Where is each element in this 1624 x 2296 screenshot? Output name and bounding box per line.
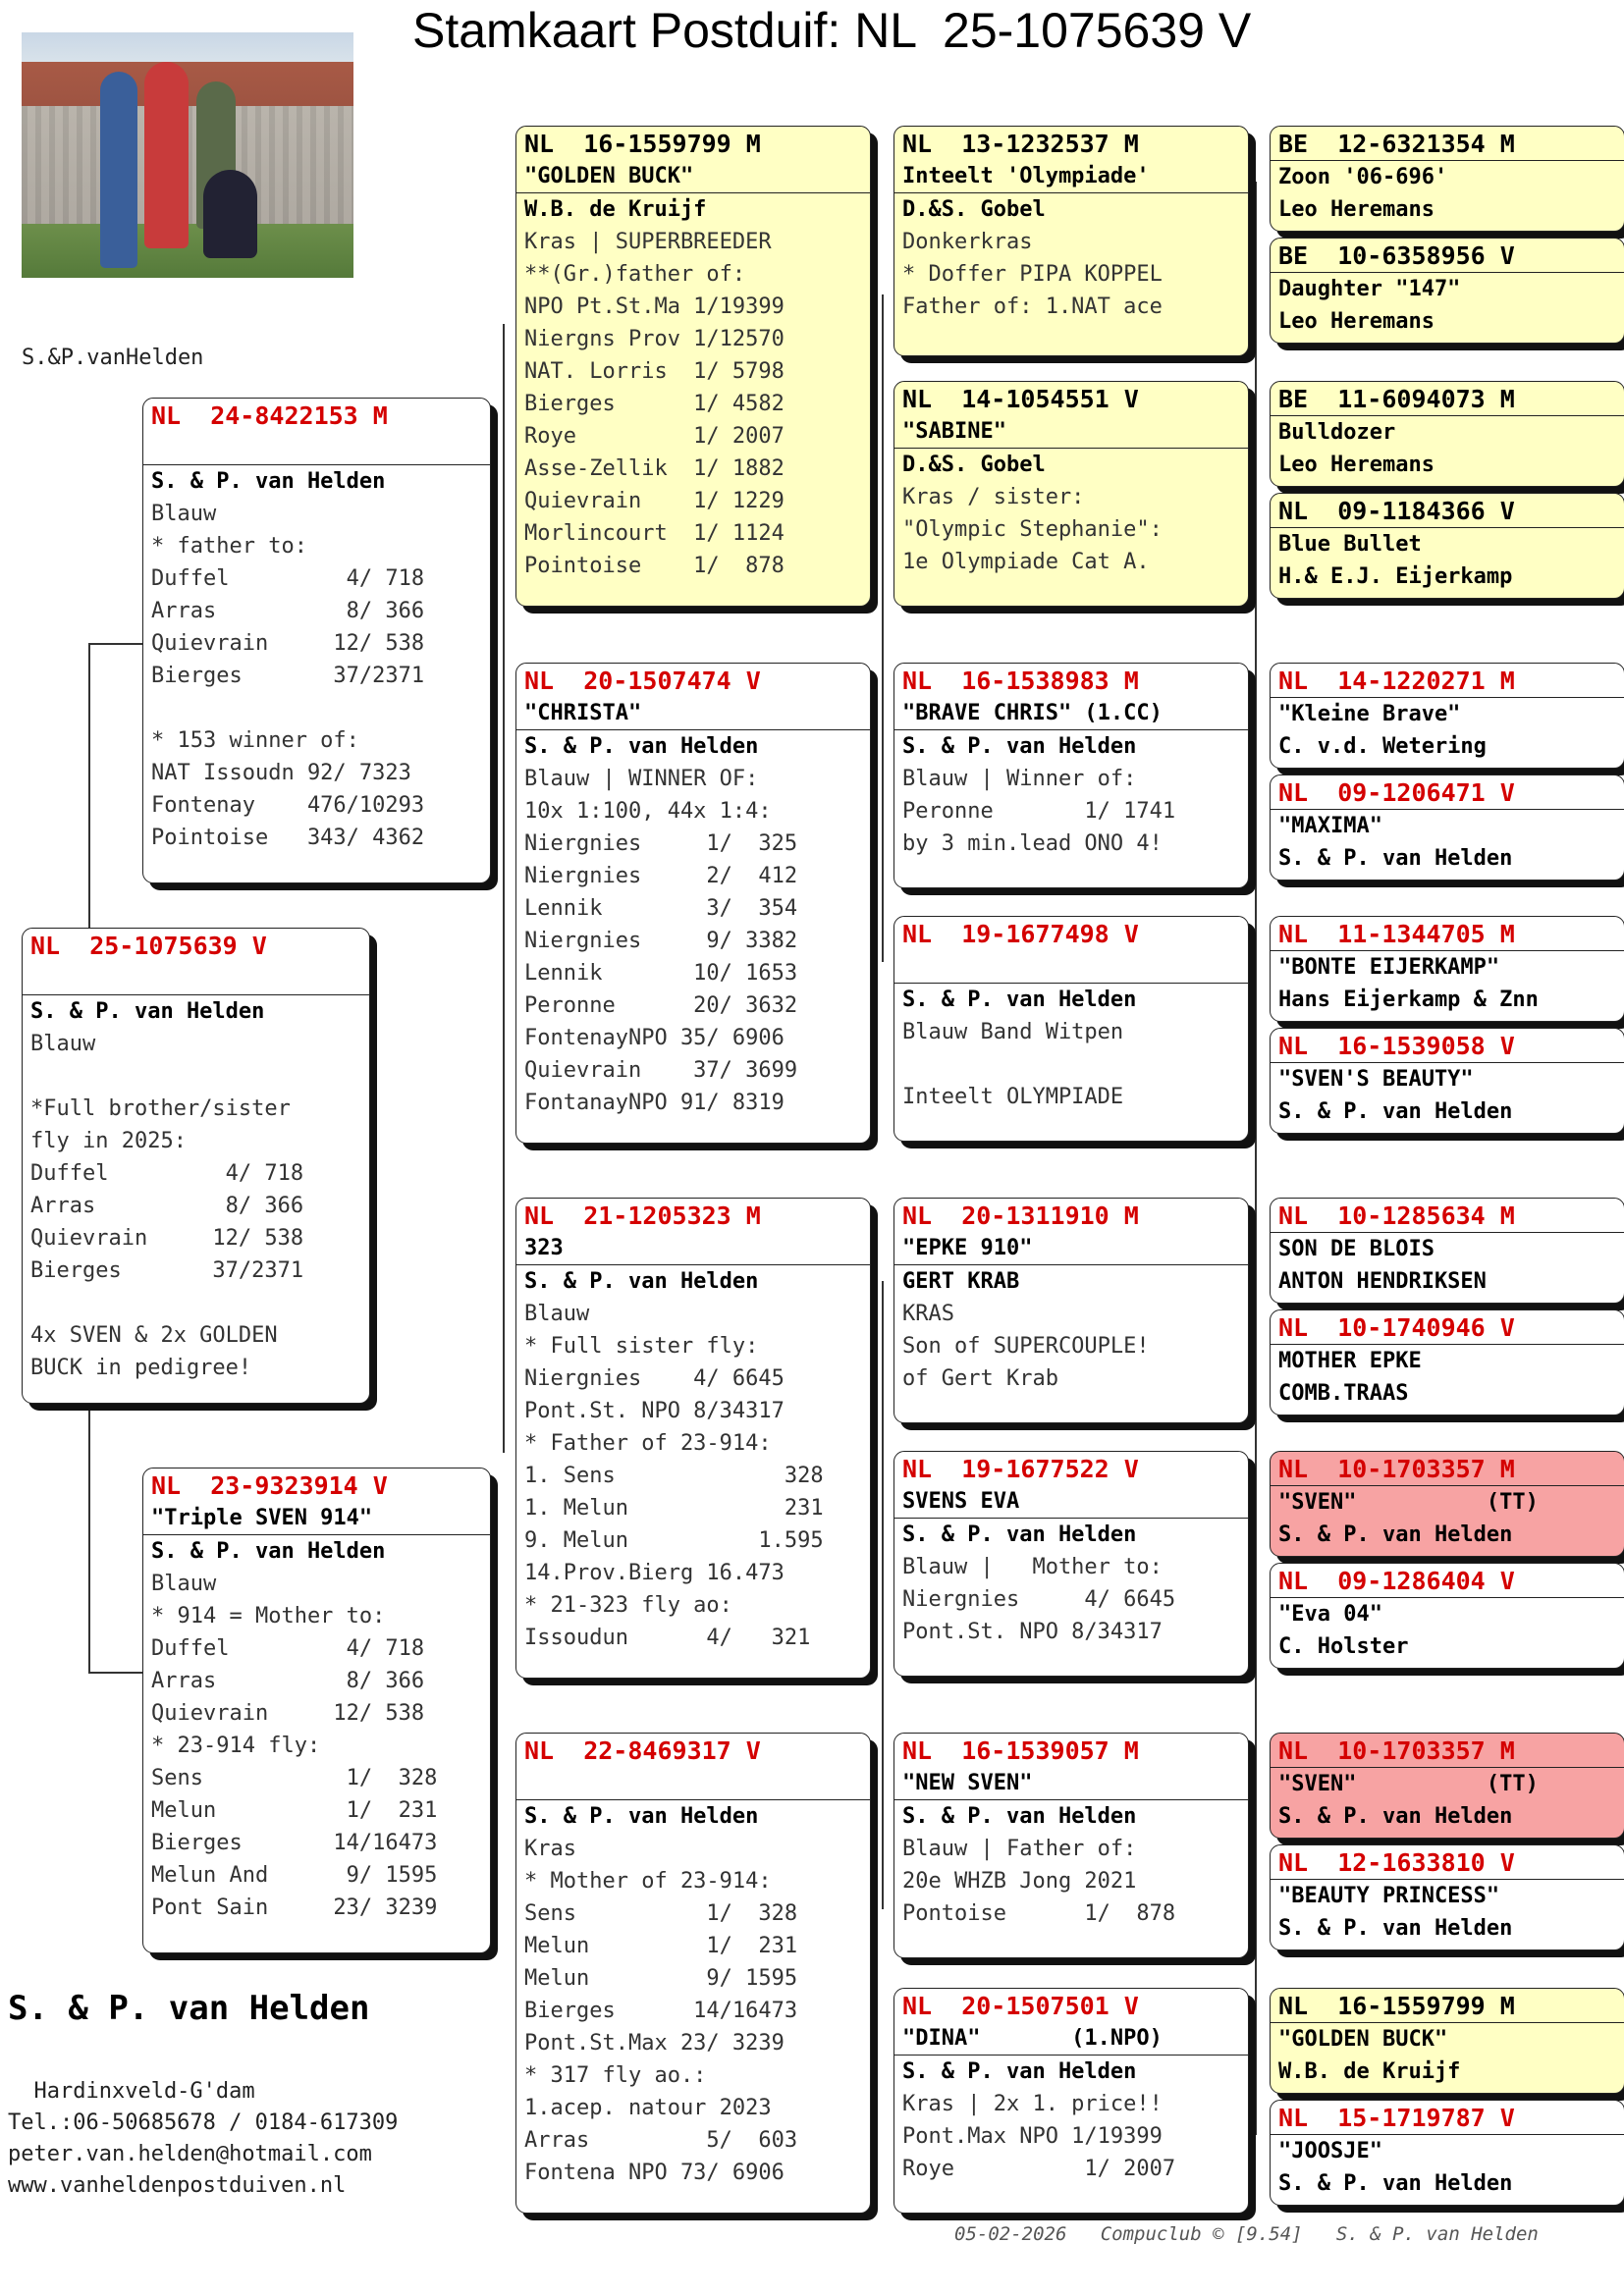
pedigree-card-mf[interactable] [515, 1198, 871, 1679]
card-line: * Father of 23-914: [524, 1431, 772, 1456]
ring-number: NL 12-1633810 V [1271, 1847, 1624, 1880]
card-line: * 317 fly ao.: [524, 2063, 707, 2088]
card-line: "SVEN" (TT) [1278, 1490, 1539, 1515]
card-line: C. Holster [1278, 1634, 1409, 1659]
card-line: Leo Heremans [1278, 197, 1435, 222]
card-line: Leo Heremans [1278, 309, 1435, 334]
card-line: W.B. de Kruijf [524, 197, 707, 222]
card-line: NAT. Lorris 1/ 5798 [524, 359, 785, 384]
card-line [894, 1048, 1248, 1081]
card-line: 1.acep. natour 2023 [524, 2096, 772, 2120]
ring-number: NL 16-1539057 M [902, 1736, 1139, 1765]
pedigree-card-ff[interactable] [515, 126, 871, 607]
card-line [516, 1767, 870, 1800]
card-line: S. & P. van Helden [1278, 1522, 1513, 1547]
card-line: Duffel 4/ 718 [151, 566, 425, 591]
card-line: Bierges 37/2371 [30, 1258, 304, 1283]
pedigree-card-g13[interactable] [1270, 1733, 1624, 1839]
card-line: Father of: 1.NAT ace [902, 294, 1163, 319]
card-line: Melun 1/ 231 [151, 1798, 438, 1823]
card-line: Bierges 1/ 4582 [524, 392, 785, 416]
card-line: S. & P. van Helden [1278, 1916, 1513, 1941]
card-line: H.& E.J. Eijerkamp [1278, 564, 1513, 589]
card-line: Fontena NPO 73/ 6906 [524, 2161, 785, 2185]
card-line: Peronne 1/ 1741 [902, 799, 1176, 824]
ring-number: NL 09-1286404 V [1271, 1566, 1624, 1598]
card-line: Peronne 20/ 3632 [524, 993, 798, 1018]
card-line: of Gert Krab [902, 1366, 1058, 1391]
card-line: S. & P. van Helden [902, 1804, 1137, 1829]
card-line: ANTON HENDRIKSEN [1278, 1269, 1487, 1294]
breeder-label: S.&P.vanHelden [22, 346, 204, 370]
card-line: S. & P. van Helden [1278, 846, 1513, 871]
card-line: Quievrain 1/ 1229 [524, 489, 785, 513]
card-line: "SVEN'S BEAUTY" [1278, 1067, 1474, 1092]
card-line: Pont.St. NPO 8/34317 [524, 1399, 785, 1423]
card-line: "BONTE EIJERKAMP" [1278, 955, 1500, 980]
breeder-phone: Tel.:06-50685678 / 0184-617309 [8, 2110, 399, 2135]
card-line: "MAXIMA" [1278, 814, 1382, 838]
ring-number: NL 25-1075639 V [30, 932, 267, 960]
card-line [894, 950, 1248, 984]
ring-number: BE 11-6094073 M [1271, 384, 1624, 416]
ring-number: BE 10-6358956 V [1271, 240, 1624, 273]
card-line: Arras 8/ 366 [30, 1194, 304, 1218]
card-line: by 3 min.lead ONO 4! [902, 831, 1163, 856]
card-line: KRAS [902, 1302, 954, 1326]
card-line: Zoon '06-696' [1278, 165, 1448, 189]
card-line: Son of SUPERCOUPLE! [902, 1334, 1150, 1359]
card-line: Blauw | Mother to: [902, 1555, 1163, 1579]
card-line: * Doffer PIPA KOPPEL [902, 262, 1163, 287]
card-line: Blauw | Winner of: [902, 767, 1137, 791]
card-line: COMB.TRAAS [1278, 1381, 1409, 1406]
card-line: Niergnies 4/ 6645 [524, 1366, 785, 1391]
pedigree-card-g11[interactable] [1270, 1451, 1624, 1557]
ring-number: NL 11-1344705 M [1271, 919, 1624, 951]
card-line: Blauw | WINNER OF: [524, 767, 759, 791]
card-line: "SABINE" [894, 415, 1248, 449]
pedigree-card-g5[interactable] [1270, 663, 1624, 769]
pedigree-card-mmf[interactable] [893, 1733, 1249, 1958]
card-line: Bulldozer [1278, 420, 1396, 445]
breeder-name: S. & P. van Helden [8, 1989, 370, 2028]
card-line: Lennik 3/ 354 [524, 896, 798, 921]
card-line: 4x SVEN & 2x GOLDEN [30, 1323, 278, 1348]
card-line: Niergnies 2/ 412 [524, 864, 798, 888]
card-line: Blauw | Father of: [902, 1837, 1137, 1861]
card-line: SON DE BLOIS [1278, 1237, 1435, 1261]
ring-number: NL 20-1507501 V [902, 1992, 1139, 2020]
card-line: * 153 winner of: [151, 728, 359, 753]
card-line: * Mother of 23-914: [524, 1869, 772, 1894]
card-line: NAT Issoudn 92/ 7323 [151, 761, 411, 785]
card-line: 1. Melun 231 [524, 1496, 824, 1521]
card-line: FontanayNPO 91/ 8319 [524, 1091, 785, 1115]
breeder-website[interactable]: www.vanheldenpostduiven.nl [8, 2173, 347, 2198]
pedigree-card-fm[interactable] [515, 663, 871, 1144]
card-line: Pointoise 1/ 878 [524, 554, 785, 578]
card-line [23, 1287, 369, 1319]
ring-number: NL 10-1703357 M [1271, 1454, 1624, 1486]
ring-number: NL 14-1220271 M [1271, 666, 1624, 698]
card-line: "BRAVE CHRIS" (1.CC) [894, 697, 1248, 730]
card-line: Pointoise 343/ 4362 [151, 826, 425, 850]
breeder-city: Hardinxveld-G'dam [8, 2079, 255, 2104]
card-line: Kras | 2x 1. price!! [902, 2092, 1163, 2116]
card-line: * father to: [151, 534, 307, 559]
card-line: Leo Heremans [1278, 453, 1435, 477]
card-line: Niergnies 4/ 6645 [902, 1587, 1176, 1612]
ring-number: NL 16-1538983 M [902, 667, 1139, 695]
ring-number: NL 15-1719787 V [1271, 2103, 1624, 2135]
card-line: Pontoise 1/ 878 [902, 1901, 1176, 1926]
card-line: "Olympic Stephanie": [902, 517, 1163, 542]
card-line [143, 692, 490, 724]
card-line: Kras / sister: [902, 485, 1085, 509]
card-line: 20e WHZB Jong 2021 [902, 1869, 1137, 1894]
card-line: Melun And 9/ 1595 [151, 1863, 438, 1888]
card-line: Quievrain 37/ 3699 [524, 1058, 798, 1083]
ring-number: NL 20-1507474 V [524, 667, 761, 695]
pedigree-card-g16[interactable] [1270, 2100, 1624, 2206]
card-line: "SVEN" (TT) [1278, 1772, 1539, 1796]
card-line: Kras | SUPERBREEDER [524, 230, 772, 254]
card-line: S. & P. van Helden [151, 469, 386, 494]
card-line: Blauw [30, 1032, 96, 1056]
ring-number: NL 21-1205323 M [524, 1201, 761, 1230]
pedigree-card-mmm[interactable] [893, 1988, 1249, 2214]
card-line: Roye 1/ 2007 [524, 424, 785, 449]
pedigree-card-fff[interactable] [893, 126, 1249, 356]
card-line: Quievrain 12/ 538 [151, 631, 425, 656]
card-line: S. & P. van Helden [902, 988, 1137, 1012]
pedigree-card-g3[interactable] [1270, 381, 1624, 487]
pedigree-card-fmf[interactable] [893, 663, 1249, 888]
pedigree-card-mfm[interactable] [893, 1451, 1249, 1677]
card-line: Pont.Max NPO 1/19399 [902, 2124, 1163, 2149]
card-line: Lennik 10/ 1653 [524, 961, 798, 986]
card-line: Roye 1/ 2007 [902, 2157, 1176, 2181]
card-line: S. & P. van Helden [524, 1804, 759, 1829]
card-line: Sens 1/ 328 [151, 1766, 438, 1790]
pedigree-card-g6[interactable] [1270, 774, 1624, 881]
ring-number: NL 24-8422153 M [151, 401, 388, 430]
card-line: Niergnies 9/ 3382 [524, 929, 798, 953]
card-line: Quievrain 12/ 538 [30, 1226, 304, 1251]
card-line: Donkerkras [902, 230, 1033, 254]
pedigree-card-father[interactable] [142, 398, 491, 883]
card-line: MOTHER EPKE [1278, 1349, 1422, 1373]
card-line: **(Gr.)father of: [524, 262, 746, 287]
ring-number: NL 16-1559799 M [524, 130, 761, 158]
pedigree-card-ffm[interactable] [893, 381, 1249, 607]
card-line: S. & P. van Helden [1278, 1804, 1513, 1829]
page-title: Stamkaart Postduif: NL 25-1075639 V [412, 3, 1252, 58]
card-line: Inteelt OLYMPIADE [902, 1085, 1124, 1109]
card-line: 14.Prov.Bierg 16.473 [524, 1561, 785, 1585]
ring-number: NL 09-1184366 V [1271, 496, 1624, 528]
pedigree-card-mm[interactable] [515, 1733, 871, 2214]
card-line: Niergns Prov 1/12570 [524, 327, 785, 351]
pedigree-card-mff[interactable] [893, 1198, 1249, 1423]
pedigree-card-g4[interactable] [1270, 493, 1624, 599]
card-line: Blue Bullet [1278, 532, 1422, 557]
card-line: "BEAUTY PRINCESS" [1278, 1884, 1500, 1908]
pedigree-card-g2[interactable] [1270, 238, 1624, 344]
ring-number: BE 12-6321354 M [1271, 129, 1624, 161]
card-line: D.&S. Gobel [902, 197, 1046, 222]
card-line: 9. Melun 1.595 [524, 1528, 824, 1553]
ring-number: NL 22-8469317 V [524, 1736, 761, 1765]
card-line: W.B. de Kruijf [1278, 2059, 1461, 2084]
pedigree-card-g8[interactable] [1270, 1028, 1624, 1134]
card-line: Blauw [524, 1302, 590, 1326]
ring-number: NL 19-1677498 V [902, 920, 1139, 948]
card-line: "CHRISTA" [516, 697, 870, 730]
card-line: 323 [516, 1232, 870, 1265]
card-line: *Full brother/sister [30, 1096, 291, 1121]
pedigree-card-g1[interactable] [1270, 126, 1624, 232]
ring-number: NL 16-1559799 M [1271, 1991, 1624, 2023]
card-line: 1e Olympiade Cat A. [902, 550, 1150, 574]
card-line: S. & P. van Helden [524, 734, 759, 759]
card-line: "JOOSJE" [1278, 2139, 1382, 2163]
ring-number: NL 23-9323914 V [151, 1471, 388, 1500]
card-line: Pont.St. NPO 8/34317 [902, 1620, 1163, 1644]
card-line: * 21-323 fly ao: [524, 1593, 732, 1618]
card-line: Bierges 37/2371 [151, 664, 425, 688]
card-line: S. & P. van Helden [151, 1539, 386, 1564]
card-line: Quievrain 12/ 538 [151, 1701, 425, 1726]
card-line: Arras 5/ 603 [524, 2128, 798, 2153]
card-line: "EPKE 910" [894, 1232, 1248, 1265]
card-line: C. v.d. Wetering [1278, 734, 1487, 759]
card-line [23, 962, 369, 995]
pedigree-card-g10[interactable] [1270, 1309, 1624, 1415]
card-line: S. & P. van Helden [1278, 2171, 1513, 2196]
card-line: Morlincourt 1/ 1124 [524, 521, 785, 546]
ring-number: NL 16-1539058 V [1271, 1031, 1624, 1063]
card-line: * 23-914 fly: [151, 1734, 321, 1758]
card-line: "GOLDEN BUCK" [516, 160, 870, 193]
ring-number: NL 13-1232537 M [902, 130, 1139, 158]
pedigree-card-g7[interactable] [1270, 916, 1624, 1022]
pedigree-card-g9[interactable] [1270, 1198, 1624, 1304]
card-line: Pont.St.Max 23/ 3239 [524, 2031, 785, 2056]
card-line: "GOLDEN BUCK" [1278, 2027, 1448, 2052]
card-line: "DINA" (1.NPO) [894, 2022, 1248, 2056]
card-line: GERT KRAB [902, 1269, 1020, 1294]
pedigree-card-g15[interactable] [1270, 1988, 1624, 2094]
card-line: * 914 = Mother to: [151, 1604, 386, 1629]
card-line: "Eva 04" [1278, 1602, 1382, 1627]
card-line: Arras 8/ 366 [151, 1669, 425, 1693]
card-line: Issoudun 4/ 321 [524, 1626, 811, 1650]
card-line: Kras [524, 1837, 576, 1861]
card-line: Blauw Band Witpen [902, 1020, 1124, 1044]
card-line: S. & P. van Helden [902, 2059, 1137, 2084]
card-line: 10x 1:100, 44x 1:4: [524, 799, 772, 824]
card-line [143, 432, 490, 465]
card-line: Blauw [151, 502, 217, 526]
card-line: Bierges 14/16473 [524, 1999, 798, 2023]
card-line: "NEW SVEN" [894, 1767, 1248, 1800]
pedigree-card-fmm[interactable] [893, 916, 1249, 1142]
card-line: Melun 9/ 1595 [524, 1966, 798, 1991]
card-line: S. & P. van Helden [524, 1269, 759, 1294]
pedigree-card-mother[interactable] [142, 1468, 491, 1953]
card-line: Hans Eijerkamp & Znn [1278, 988, 1539, 1012]
card-line: Inteelt 'Olympiade' [894, 160, 1248, 193]
ring-number: NL 10-1285634 M [1271, 1201, 1624, 1233]
pedigree-card-subject[interactable] [22, 928, 370, 1404]
ring-number: NL 10-1740946 V [1271, 1312, 1624, 1345]
card-line: fly in 2025: [30, 1129, 187, 1153]
card-line: S. & P. van Helden [902, 734, 1137, 759]
card-line: NPO Pt.St.Ma 1/19399 [524, 294, 785, 319]
card-line: SVENS EVA [894, 1485, 1248, 1519]
card-line: 1. Sens 328 [524, 1464, 824, 1488]
card-line: * Full sister fly: [524, 1334, 759, 1359]
card-line: Niergnies 1/ 325 [524, 831, 798, 856]
card-line: Blauw [151, 1572, 217, 1596]
card-line: Daughter "147" [1278, 277, 1461, 301]
card-line: Melun 1/ 231 [524, 1934, 798, 1958]
card-line: Fontenay 476/10293 [151, 793, 425, 818]
breeder-email[interactable]: peter.van.helden@hotmail.com [8, 2142, 372, 2166]
card-line [23, 1060, 369, 1093]
pedigree-card-g12[interactable] [1270, 1563, 1624, 1669]
card-line: Bierges 14/16473 [151, 1831, 438, 1855]
card-line: D.&S. Gobel [902, 453, 1046, 477]
owner-photo [22, 32, 353, 278]
card-line: BUCK in pedigree! [30, 1356, 252, 1380]
card-line: S. & P. van Helden [30, 999, 265, 1024]
pedigree-card-g14[interactable] [1270, 1844, 1624, 1950]
ring-number: NL 14-1054551 V [902, 385, 1139, 413]
card-line: FontenayNPO 35/ 6906 [524, 1026, 785, 1050]
card-line: S. & P. van Helden [902, 1522, 1137, 1547]
card-line: Asse-Zellik 1/ 1882 [524, 456, 785, 481]
card-line: Pont Sain 23/ 3239 [151, 1896, 438, 1920]
footer-note: 05-02-2026 Compuclub © [9.54] S. & P. van Helden [954, 2223, 1539, 2245]
card-line: "Kleine Brave" [1278, 702, 1461, 726]
ring-number: NL 10-1703357 M [1271, 1735, 1624, 1768]
card-line: Sens 1/ 328 [524, 1901, 798, 1926]
card-line: Arras 8/ 366 [151, 599, 425, 623]
ring-number: NL 09-1206471 V [1271, 777, 1624, 810]
ring-number: NL 20-1311910 M [902, 1201, 1139, 1230]
ring-number: NL 19-1677522 V [902, 1455, 1139, 1483]
card-line: "Triple SVEN 914" [143, 1502, 490, 1535]
card-line: S. & P. van Helden [1278, 1099, 1513, 1124]
card-line: Duffel 4/ 718 [151, 1636, 425, 1661]
card-line: Duffel 4/ 718 [30, 1161, 304, 1186]
